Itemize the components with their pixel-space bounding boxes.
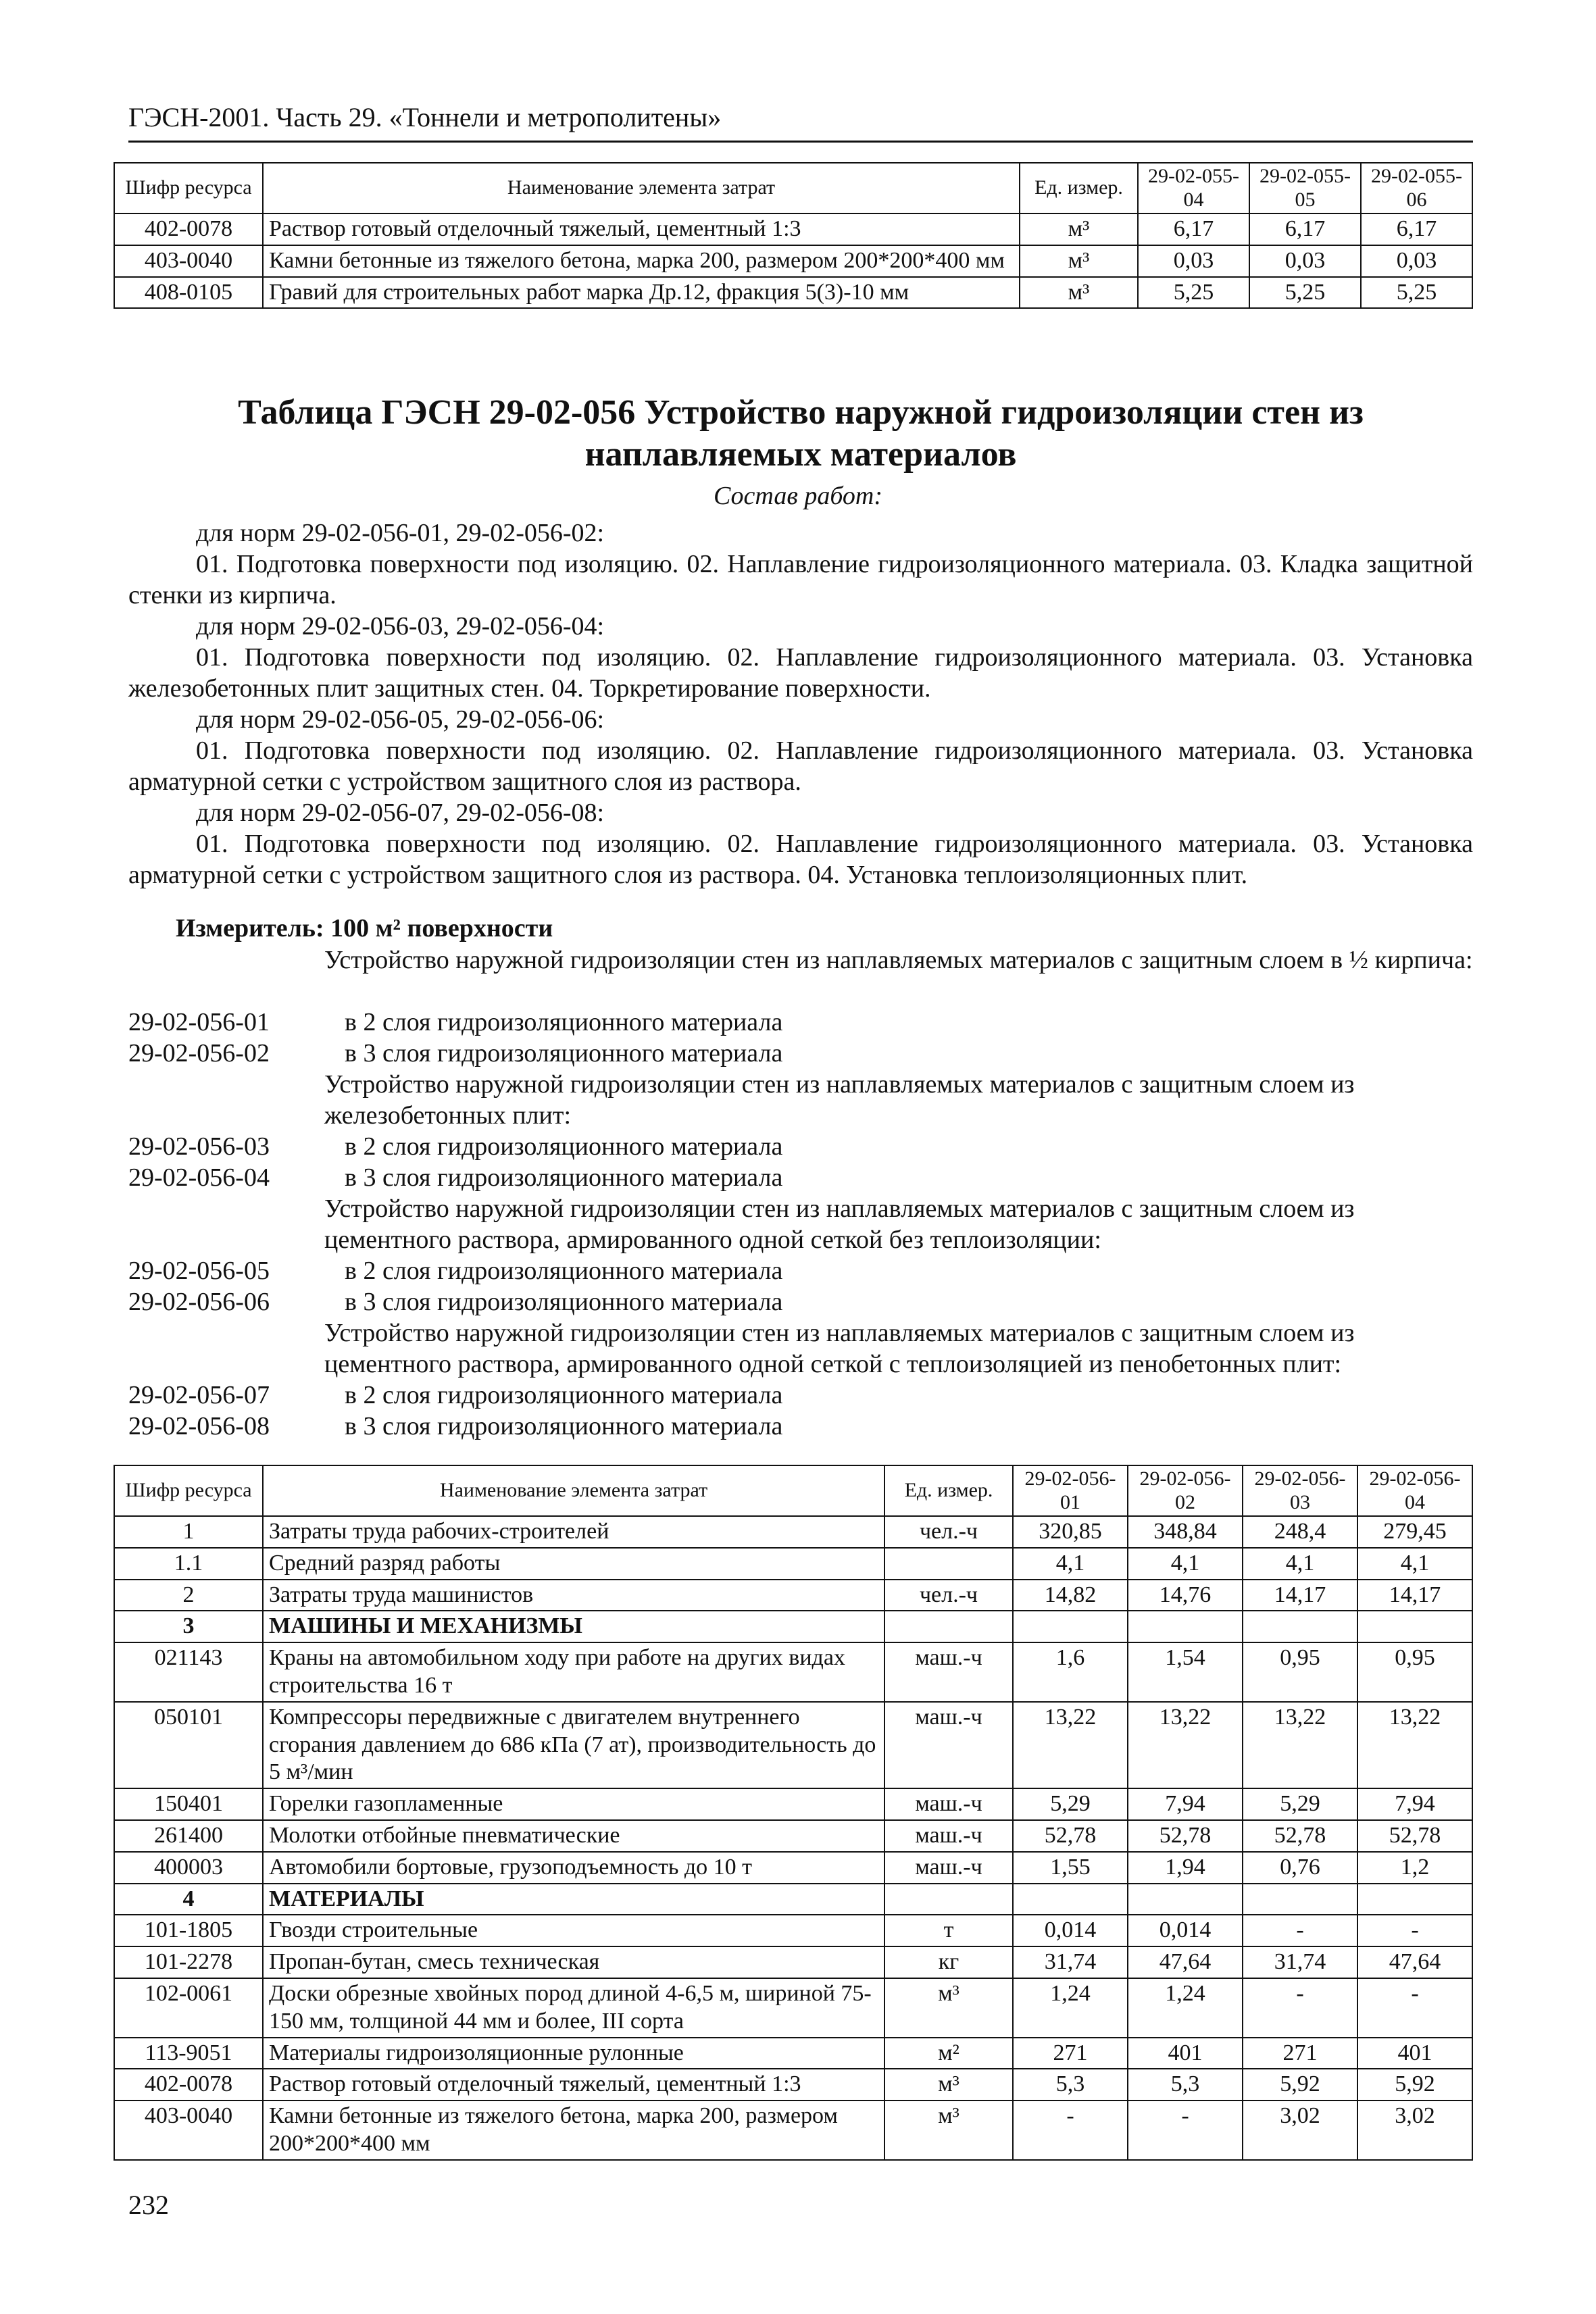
value: 1,24 <box>1128 1978 1243 2038</box>
variant-description: в 3 слоя гидроизоляционного материала <box>345 1288 783 1316</box>
value: 13,22 <box>1243 1702 1357 1788</box>
header-rule <box>128 141 1473 143</box>
variant-description: в 2 слоя гидроизоляционного материала <box>345 1381 783 1409</box>
page-number: 232 <box>128 2190 169 2220</box>
table-row <box>114 1915 1472 1946</box>
norm-group-text: 01. Подготовка поверхности под изоляцию. 02. Наплавление гидроизоляционного материала. 03. Установка арматурной сетки с устройством защитного слоя из раствора. <box>128 736 1473 796</box>
unit: маш.-ч <box>884 1788 1013 1820</box>
value: 1,6 <box>1013 1642 1128 1702</box>
unit: т <box>884 1915 1013 1946</box>
section-title: МАШИНЫ И МЕХАНИЗМЫ <box>263 1611 884 1642</box>
value: 0,03 <box>1138 245 1249 277</box>
resource-code: 101-1805 <box>114 1915 263 1946</box>
resource-code: 261400 <box>114 1820 263 1852</box>
header-cell: Ед. измер. <box>884 1465 1013 1516</box>
resource-name: Раствор готовый отделочный тяжелый, цементный 1:3 <box>263 213 1020 245</box>
value: 31,74 <box>1243 1946 1357 1978</box>
value: 3,02 <box>1243 2101 1357 2160</box>
table-header-row <box>114 163 1472 213</box>
value: 52,78 <box>1243 1820 1357 1852</box>
norm-group-label: для норм 29-02-056-05, 29-02-056-06: <box>196 705 605 734</box>
value: 320,85 <box>1013 1516 1128 1548</box>
value: 52,78 <box>1128 1820 1243 1852</box>
value: - <box>1013 2101 1128 2160</box>
unit <box>884 1884 1013 1915</box>
value: 0,03 <box>1249 245 1361 277</box>
value: 5,29 <box>1013 1788 1128 1820</box>
resource-name: Гвозди строительные <box>263 1915 884 1946</box>
section-title: МАТЕРИАЛЫ <box>263 1884 884 1915</box>
value: 14,82 <box>1013 1580 1128 1611</box>
header-cell: Наименование элемента затрат <box>263 1465 884 1516</box>
value: 1,2 <box>1357 1852 1472 1884</box>
value: 5,25 <box>1361 277 1472 309</box>
norm-group-label: для норм 29-02-056-03, 29-02-056-04: <box>196 612 605 640</box>
resource-name: Камни бетонные из тяжелого бетона, марка 200, размером 200*200*400 мм <box>263 2101 884 2160</box>
resource-code: 402-0078 <box>114 2069 263 2101</box>
resource-name: Средний разряд работы <box>263 1548 884 1580</box>
variant-code: 29-02-056-04 <box>128 1163 270 1192</box>
table-row <box>114 2101 1472 2160</box>
header-cell: Ед. измер. <box>1020 163 1138 213</box>
running-header: ГЭСН-2001. Часть 29. «Тоннели и метрополитены» <box>128 102 722 132</box>
unit <box>884 1611 1013 1642</box>
value: 5,25 <box>1138 277 1249 309</box>
table-row <box>114 1548 1472 1580</box>
norm-group <box>128 611 1473 704</box>
table-row <box>114 1978 1472 2038</box>
table-row <box>114 1788 1472 1820</box>
table-row <box>114 1820 1472 1852</box>
variant-description: в 3 слоя гидроизоляционного материала <box>345 1039 783 1067</box>
table-row <box>114 2069 1472 2101</box>
value: 13,22 <box>1357 1702 1472 1788</box>
unit: м² <box>884 2038 1013 2069</box>
variant-code: 29-02-056-05 <box>128 1257 270 1285</box>
value: 348,84 <box>1128 1516 1243 1548</box>
value: 1,55 <box>1013 1852 1128 1884</box>
section-row <box>114 1884 1472 1915</box>
value: 401 <box>1357 2038 1472 2069</box>
unit: чел.-ч <box>884 1516 1013 1548</box>
variant-description: в 2 слоя гидроизоляционного материала <box>345 1008 783 1036</box>
header-cell: 29-02-055-05 <box>1249 163 1361 213</box>
unit: м³ <box>884 2101 1013 2160</box>
table-row <box>114 1516 1472 1548</box>
variant-heading: Устройство наружной гидроизоляции стен из наплавляемых материалов с защитным слоем из цементного раствора, армированного одной сеткой с теплоизоляцией из пенобетонных плит: <box>324 1319 1355 1378</box>
value: 5,3 <box>1013 2069 1128 2101</box>
value: 13,22 <box>1013 1702 1128 1788</box>
table-row <box>114 1852 1472 1884</box>
unit: маш.-ч <box>884 1820 1013 1852</box>
section-row <box>114 1611 1472 1642</box>
norm-group-text: 01. Подготовка поверхности под изоляцию. 02. Наплавление гидроизоляционного материала. 03. Установка железобетонных плит защитных стен. 04. Торкретирование поверхности. <box>128 643 1473 703</box>
norm-group-label: для норм 29-02-056-01, 29-02-056-02: <box>196 519 605 547</box>
norm-group-text: 01. Подготовка поверхности под изоляцию. 02. Наплавление гидроизоляционного материала. 03. Установка арматурной сетки с устройством защитного слоя из раствора. 04. Установка теплоизоляционных плит. <box>128 830 1473 889</box>
table-row <box>114 1702 1472 1788</box>
variant-heading: Устройство наружной гидроизоляции стен из наплавляемых материалов с защитным слоем в ½ кирпича: <box>324 946 1473 974</box>
value: 271 <box>1013 2038 1128 2069</box>
unit: маш.-ч <box>884 1642 1013 1702</box>
value: 4,1 <box>1128 1548 1243 1580</box>
header-cell: Шифр ресурса <box>114 163 263 213</box>
resource-table <box>114 1465 1473 2161</box>
resource-name: Молотки отбойные пневматические <box>263 1820 884 1852</box>
unit: кг <box>884 1946 1013 1978</box>
resource-code: 403-0040 <box>114 245 263 277</box>
value: 5,92 <box>1243 2069 1357 2101</box>
variant-code: 29-02-056-06 <box>128 1288 270 1316</box>
value: 52,78 <box>1357 1820 1472 1852</box>
section-code: 3 <box>114 1611 263 1642</box>
value: 5,29 <box>1243 1788 1357 1820</box>
variant-code: 29-02-056-08 <box>128 1412 270 1440</box>
resource-code: 400003 <box>114 1852 263 1884</box>
header-cell: 29-02-056-03 <box>1243 1465 1357 1516</box>
variant-code: 29-02-056-07 <box>128 1381 270 1409</box>
value: 52,78 <box>1013 1820 1128 1852</box>
resource-code: 102-0061 <box>114 1978 263 2038</box>
resource-name: Автомобили бортовые, грузоподъемность до 10 т <box>263 1852 884 1884</box>
value: 248,4 <box>1243 1516 1357 1548</box>
header-cell: 29-02-056-01 <box>1013 1465 1128 1516</box>
value: 279,45 <box>1357 1516 1472 1548</box>
resource-name: Камни бетонные из тяжелого бетона, марка 200, размером 200*200*400 мм <box>263 245 1020 277</box>
value: 5,3 <box>1128 2069 1243 2101</box>
variant-code: 29-02-056-02 <box>128 1039 270 1067</box>
unit: маш.-ч <box>884 1852 1013 1884</box>
value: 14,17 <box>1243 1580 1357 1611</box>
unit: м³ <box>1020 245 1138 277</box>
resource-name: Горелки газопламенные <box>263 1788 884 1820</box>
value: 4,1 <box>1013 1548 1128 1580</box>
resource-code: 1.1 <box>114 1548 263 1580</box>
value <box>1243 1884 1357 1915</box>
norm-group <box>128 704 1473 797</box>
value: - <box>1128 2101 1243 2160</box>
value: - <box>1243 1978 1357 2038</box>
value: 0,95 <box>1357 1642 1472 1702</box>
resource-code: 050101 <box>114 1702 263 1788</box>
value: 7,94 <box>1128 1788 1243 1820</box>
resource-code: 113-9051 <box>114 2038 263 2069</box>
section-code: 4 <box>114 1884 263 1915</box>
value: 5,92 <box>1357 2069 1472 2101</box>
value: 3,02 <box>1357 2101 1472 2160</box>
table-title: Таблица ГЭСН 29-02-056 Устройство наружной гидроизоляции стен из наплавляемых материалов <box>238 393 1364 474</box>
value: 1,24 <box>1013 1978 1128 2038</box>
value: - <box>1243 1915 1357 1946</box>
value <box>1013 1884 1128 1915</box>
variant-description: в 2 слоя гидроизоляционного материала <box>345 1257 783 1285</box>
value: 271 <box>1243 2038 1357 2069</box>
variant-code: 29-02-056-03 <box>128 1132 270 1161</box>
table-row <box>114 277 1472 309</box>
value <box>1128 1611 1243 1642</box>
resource-name: Материалы гидроизоляционные рулонные <box>263 2038 884 2069</box>
value <box>1243 1611 1357 1642</box>
resource-code: 402-0078 <box>114 213 263 245</box>
resource-name: Раствор готовый отделочный тяжелый, цементный 1:3 <box>263 2069 884 2101</box>
norm-group <box>128 797 1473 890</box>
value: 0,76 <box>1243 1852 1357 1884</box>
resource-name: Гравий для строительных работ марка Др.12, фракция 5(3)-10 мм <box>263 277 1020 309</box>
value <box>1357 1884 1472 1915</box>
resource-code: 403-0040 <box>114 2101 263 2160</box>
norm-group-text: 01. Подготовка поверхности под изоляцию. 02. Наплавление гидроизоляционного материала. 03. Кладка защитной стенки из кирпича. <box>128 550 1473 609</box>
resource-name: Доски обрезные хвойных пород длиной 4-6,5 м, шириной 75-150 мм, толщиной 44 мм и более, III сорта <box>263 1978 884 2038</box>
unit: маш.-ч <box>884 1702 1013 1788</box>
variant-description: в 2 слоя гидроизоляционного материала <box>345 1132 783 1161</box>
table-row <box>114 1580 1472 1611</box>
header-cell: 29-02-055-04 <box>1138 163 1249 213</box>
resource-code: 2 <box>114 1580 263 1611</box>
resource-name: Пропан-бутан, смесь техническая <box>263 1946 884 1978</box>
value: 0,95 <box>1243 1642 1357 1702</box>
value: 13,22 <box>1128 1702 1243 1788</box>
norm-group <box>128 518 1473 611</box>
unit: м³ <box>1020 277 1138 309</box>
value: 47,64 <box>1357 1946 1472 1978</box>
header-cell: Шифр ресурса <box>114 1465 263 1516</box>
value: 1,54 <box>1128 1642 1243 1702</box>
value <box>1128 1884 1243 1915</box>
resource-code: 021143 <box>114 1642 263 1702</box>
resource-code: 408-0105 <box>114 277 263 309</box>
value: 401 <box>1128 2038 1243 2069</box>
variant-description: в 3 слоя гидроизоляционного материала <box>345 1412 783 1440</box>
unit: чел.-ч <box>884 1580 1013 1611</box>
value: 6,17 <box>1249 213 1361 245</box>
resource-code: 1 <box>114 1516 263 1548</box>
table-row <box>114 1946 1472 1978</box>
resource-name: Затраты труда машинистов <box>263 1580 884 1611</box>
value: 1,94 <box>1128 1852 1243 1884</box>
value: 4,1 <box>1357 1548 1472 1580</box>
value: 0,014 <box>1013 1915 1128 1946</box>
continuation-table <box>114 162 1473 309</box>
value: - <box>1357 1978 1472 2038</box>
measure-unit: Измеритель: 100 м² поверхности <box>176 914 553 942</box>
table-row <box>114 1642 1472 1702</box>
value: 5,25 <box>1249 277 1361 309</box>
table-row <box>114 2038 1472 2069</box>
unit: м³ <box>884 1978 1013 2038</box>
table-row <box>114 245 1472 277</box>
variant-code: 29-02-056-01 <box>128 1008 270 1036</box>
table-row <box>114 213 1472 245</box>
resource-name: Затраты труда рабочих-строителей <box>263 1516 884 1548</box>
header-cell: Наименование элемента затрат <box>263 163 1020 213</box>
header-cell: 29-02-056-04 <box>1357 1465 1472 1516</box>
variant-description: в 3 слоя гидроизоляционного материала <box>345 1163 783 1192</box>
unit: м³ <box>1020 213 1138 245</box>
value: 0,03 <box>1361 245 1472 277</box>
value: 47,64 <box>1128 1946 1243 1978</box>
variant-heading: Устройство наружной гидроизоляции стен из наплавляемых материалов с защитным слоем из железобетонных плит: <box>324 1070 1355 1130</box>
value: - <box>1357 1915 1472 1946</box>
value: 6,17 <box>1361 213 1472 245</box>
variant-heading: Устройство наружной гидроизоляции стен из наплавляемых материалов с защитным слоем из цементного раствора, армированного одной сеткой без теплоизоляции: <box>324 1194 1355 1254</box>
resource-code: 101-2278 <box>114 1946 263 1978</box>
value: 7,94 <box>1357 1788 1472 1820</box>
value: 6,17 <box>1138 213 1249 245</box>
unit <box>884 1548 1013 1580</box>
header-cell: 29-02-055-06 <box>1361 163 1472 213</box>
value <box>1357 1611 1472 1642</box>
value: 31,74 <box>1013 1946 1128 1978</box>
value: 14,17 <box>1357 1580 1472 1611</box>
unit: м³ <box>884 2069 1013 2101</box>
norm-group-label: для норм 29-02-056-07, 29-02-056-08: <box>196 799 605 827</box>
value: 14,76 <box>1128 1580 1243 1611</box>
value: 0,014 <box>1128 1915 1243 1946</box>
resource-name: Краны на автомобильном ходу при работе на других видах строительства 16 т <box>263 1642 884 1702</box>
table-header-row <box>114 1465 1472 1516</box>
resource-code: 150401 <box>114 1788 263 1820</box>
value <box>1013 1611 1128 1642</box>
composition-heading: Состав работ: <box>713 482 883 510</box>
header-cell: 29-02-056-02 <box>1128 1465 1243 1516</box>
resource-name: Компрессоры передвижные с двигателем внутреннего сгорания давлением до 686 кПа (7 ат), производительность до 5 м³/мин <box>263 1702 884 1788</box>
value: 4,1 <box>1243 1548 1357 1580</box>
